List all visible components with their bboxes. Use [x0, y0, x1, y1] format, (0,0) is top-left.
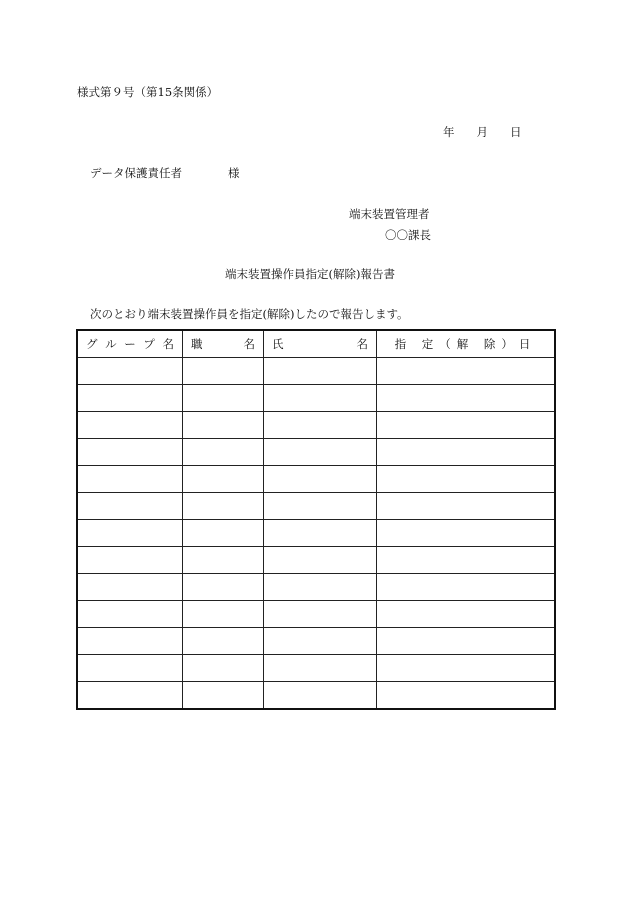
header-char: グ: [86, 337, 98, 351]
table-row: [77, 358, 555, 385]
position-cell[interactable]: [183, 358, 264, 385]
date-year-label: 年: [443, 125, 455, 139]
header-char: プ: [143, 337, 155, 351]
name-cell[interactable]: [264, 466, 377, 493]
date-line: [443, 124, 522, 140]
group-cell[interactable]: [77, 385, 183, 412]
position-cell[interactable]: [183, 493, 264, 520]
date-cell[interactable]: [377, 574, 556, 601]
header-char: 職: [191, 337, 203, 351]
header-date-label: 指 定（解 除）日: [394, 337, 537, 351]
name-cell[interactable]: [264, 385, 377, 412]
addressee-name: データ保護責任者: [90, 166, 182, 180]
group-cell[interactable]: [77, 358, 183, 385]
position-cell[interactable]: [183, 520, 264, 547]
table-row: [77, 682, 555, 710]
table-row: [77, 574, 555, 601]
sender-name: 〇〇課長: [385, 228, 431, 242]
table-body: [77, 358, 555, 710]
document-title: 端末装置操作員指定(解除)報告書: [225, 267, 395, 281]
position-cell[interactable]: [183, 655, 264, 682]
header-char: 名: [356, 337, 368, 351]
date-cell[interactable]: [377, 682, 556, 710]
group-cell[interactable]: [77, 601, 183, 628]
date-cell[interactable]: [377, 601, 556, 628]
date-cell[interactable]: [377, 412, 556, 439]
group-cell[interactable]: [77, 520, 183, 547]
group-cell[interactable]: [77, 439, 183, 466]
name-cell[interactable]: [264, 520, 377, 547]
name-cell[interactable]: [264, 601, 377, 628]
table-header-row: [77, 330, 555, 358]
date-cell[interactable]: [377, 628, 556, 655]
table-row: [77, 466, 555, 493]
position-cell[interactable]: [183, 439, 264, 466]
group-cell[interactable]: [77, 628, 183, 655]
name-cell[interactable]: [264, 574, 377, 601]
addressee-honorific: 様: [228, 166, 240, 180]
date-cell[interactable]: [377, 520, 556, 547]
date-cell[interactable]: [377, 547, 556, 574]
date-cell[interactable]: [377, 385, 556, 412]
position-cell[interactable]: [183, 385, 264, 412]
table-row: [77, 547, 555, 574]
name-cell[interactable]: [264, 493, 377, 520]
table-row: [77, 601, 555, 628]
table-row: [77, 655, 555, 682]
form-number: 様式第９号（第15条関係）: [77, 85, 219, 99]
name-cell[interactable]: [264, 547, 377, 574]
group-cell[interactable]: [77, 547, 183, 574]
header-char: 名: [162, 337, 174, 351]
name-cell[interactable]: [264, 682, 377, 710]
date-cell[interactable]: [377, 358, 556, 385]
position-cell[interactable]: [183, 466, 264, 493]
header-char: 名: [243, 337, 255, 351]
date-cell[interactable]: [377, 493, 556, 520]
header-name: [264, 330, 377, 358]
position-cell[interactable]: [183, 412, 264, 439]
name-cell[interactable]: [264, 439, 377, 466]
header-date: [377, 330, 556, 358]
header-char: ル: [105, 337, 117, 351]
group-cell[interactable]: [77, 682, 183, 710]
name-cell[interactable]: [264, 628, 377, 655]
date-cell[interactable]: [377, 466, 556, 493]
group-cell[interactable]: [77, 412, 183, 439]
group-cell[interactable]: [77, 493, 183, 520]
table-row: [77, 385, 555, 412]
addressee: [90, 165, 240, 181]
sender-title: 端末装置管理者: [349, 207, 430, 221]
name-cell[interactable]: [264, 358, 377, 385]
table-row: [77, 493, 555, 520]
table-row: [77, 412, 555, 439]
position-cell[interactable]: [183, 601, 264, 628]
date-cell[interactable]: [377, 439, 556, 466]
table-row: [77, 628, 555, 655]
group-cell[interactable]: [77, 466, 183, 493]
group-cell[interactable]: [77, 655, 183, 682]
intro-text: 次のとおり端末装置操作員を指定(解除)したので報告します。: [90, 307, 409, 321]
group-cell[interactable]: [77, 574, 183, 601]
header-char: ー: [124, 337, 136, 351]
name-cell[interactable]: [264, 655, 377, 682]
header-position: [183, 330, 264, 358]
date-day-label: 日: [510, 125, 522, 139]
position-cell[interactable]: [183, 547, 264, 574]
table-row: [77, 520, 555, 547]
header-char: 氏: [272, 337, 284, 351]
position-cell[interactable]: [183, 628, 264, 655]
name-cell[interactable]: [264, 412, 377, 439]
report-table: [76, 329, 556, 710]
table-row: [77, 439, 555, 466]
header-group-name: [77, 330, 183, 358]
position-cell[interactable]: [183, 682, 264, 710]
date-cell[interactable]: [377, 655, 556, 682]
date-month-label: 月: [476, 125, 488, 139]
position-cell[interactable]: [183, 574, 264, 601]
